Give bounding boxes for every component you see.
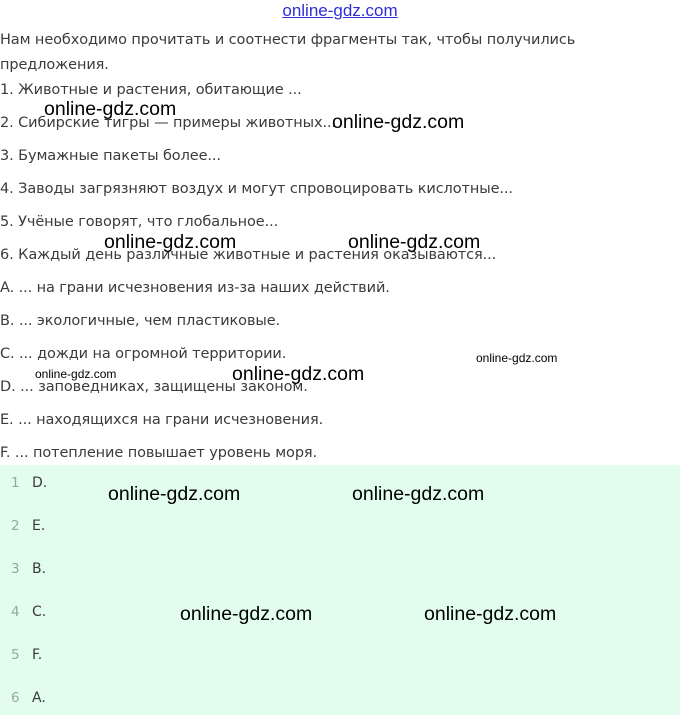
answer-number: 3	[11, 561, 20, 577]
answer-value: C.	[32, 604, 47, 620]
answer-row	[0, 600, 680, 624]
watermark: online-gdz.com	[108, 483, 241, 505]
answer-row	[0, 557, 680, 581]
ending-item: F. ... потепление повышает уровень моря.	[0, 445, 318, 461]
answer-number: 6	[11, 690, 20, 706]
fragment-item: 3. Бумажные пакеты более...	[0, 148, 221, 164]
ending-item: C. ... дожди на огромной территории.	[0, 346, 287, 362]
answer-row	[0, 514, 680, 538]
task-instructions: Нам необходимо прочитать и соотнести фрагменты так, чтобы получились предложения.	[0, 32, 576, 73]
answer-row	[0, 643, 680, 667]
ending-item: A. ... на грани исчезновения из-за наших действий.	[0, 280, 390, 296]
fragment-item: 5. Учёные говорят, что глобальное...	[0, 214, 279, 230]
answer-number: 1	[11, 475, 20, 491]
answer-value: A.	[32, 690, 46, 706]
answer-value: D.	[32, 475, 48, 491]
ending-item: B. ... экологичные, чем пластиковые.	[0, 313, 281, 329]
watermark: online-gdz.com	[424, 603, 557, 625]
answer-row	[0, 471, 680, 495]
watermark: online-gdz.com	[35, 367, 117, 381]
answer-table	[0, 465, 680, 715]
watermark: online-gdz.com	[348, 231, 481, 253]
watermark: online-gdz.com	[104, 231, 237, 253]
ending-item: D. ... заповедниках, защищены законом.	[0, 379, 308, 395]
fragment-item: 6. Каждый день различные животные и растения оказываются...	[0, 247, 497, 263]
watermark: online-gdz.com	[476, 351, 558, 365]
ending-item: E. ... находящихся на грани исчезновения.	[0, 412, 324, 428]
fragment-item: 1. Животные и растения, обитающие ...	[0, 82, 302, 98]
watermark: online-gdz.com	[232, 363, 365, 385]
watermark: online-gdz.com	[44, 98, 177, 120]
fragment-item: 4. Заводы загрязняют воздух и могут спровоцировать кислотные...	[0, 181, 513, 197]
watermark: online-gdz.com	[180, 603, 313, 625]
watermark: online-gdz.com	[352, 483, 485, 505]
site-banner-link[interactable]: online-gdz.com	[282, 1, 398, 20]
answer-value: B.	[32, 561, 47, 577]
fragment-item: 2. Сибирские тигры — примеры животных...	[0, 115, 337, 131]
watermark: online-gdz.com	[332, 111, 465, 133]
answer-number: 2	[11, 518, 20, 534]
answer-row	[0, 686, 680, 710]
answer-value: E.	[32, 518, 46, 534]
answer-value: F.	[32, 647, 43, 663]
answer-number: 5	[11, 647, 20, 663]
answer-number: 4	[11, 604, 20, 620]
